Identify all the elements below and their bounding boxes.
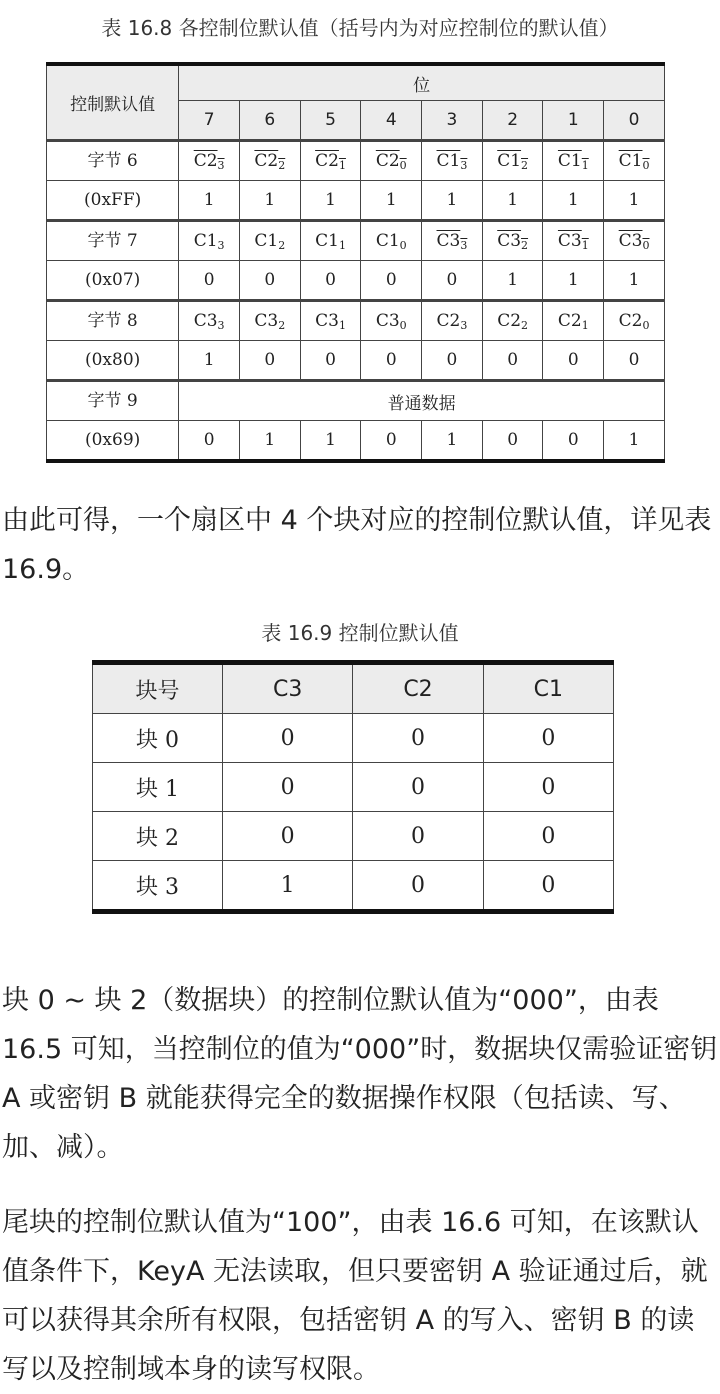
bit-subscript: 1 [581, 239, 589, 252]
bit-subscript: 3 [217, 159, 225, 172]
table-row [93, 714, 614, 763]
bit-value: 0 [482, 421, 543, 462]
bit-subscript: 2 [521, 159, 529, 172]
control-value: 0 [223, 763, 353, 812]
bit-base: C3 [436, 231, 461, 251]
bit-subscript: 2 [278, 319, 286, 332]
bit-value: 1 [604, 261, 665, 301]
bit-symbol [376, 231, 407, 251]
bit-subscript: 3 [460, 319, 468, 332]
table-row [47, 381, 665, 421]
control-bit-label [179, 301, 240, 341]
bit-value: 0 [300, 341, 361, 381]
bit-subscript: 3 [460, 239, 468, 252]
bit-symbol [437, 151, 468, 171]
bit-value: 0 [239, 341, 300, 381]
bit-subscript: 1 [338, 239, 346, 252]
control-bit-label [422, 141, 483, 181]
table-row [93, 763, 614, 812]
control-bit-label [239, 141, 300, 181]
bit-number-2: 2 [482, 101, 543, 141]
control-bit-label [543, 141, 604, 181]
bit-subscript: 1 [581, 159, 589, 172]
bit-subscript: 0 [642, 239, 650, 252]
byte-hex: (0x80) [47, 341, 179, 381]
control-bit-label [300, 141, 361, 181]
bit-value: 1 [604, 181, 665, 221]
bit-base: C1 [254, 231, 279, 251]
bit-value: 0 [543, 341, 604, 381]
bit-base: C2 [254, 151, 279, 171]
bit-symbol [497, 151, 528, 171]
bit-value: 0 [422, 261, 483, 301]
control-value: 0 [223, 714, 353, 763]
bit-number-5: 5 [300, 101, 361, 141]
merged-label: 普通数据 [179, 381, 665, 421]
bit-base: C2 [497, 311, 522, 331]
table-16-9 [92, 660, 614, 914]
bit-number-0: 0 [604, 101, 665, 141]
bit-symbol [437, 231, 468, 251]
control-value: 0 [483, 812, 613, 861]
bit-subscript: 0 [399, 319, 407, 332]
bit-symbol [619, 231, 650, 251]
byte-name: 字节 7 [47, 221, 179, 261]
bit-subscript: 0 [399, 159, 407, 172]
bit-symbol [558, 231, 589, 251]
bit-value: 0 [482, 341, 543, 381]
bit-base: C2 [193, 151, 218, 171]
table-row [47, 221, 665, 261]
control-bit-label [482, 221, 543, 261]
control-bit-label [604, 221, 665, 261]
bit-symbol [254, 151, 285, 171]
bit-base: C3 [557, 231, 582, 251]
byte-name: 字节 8 [47, 301, 179, 341]
paragraph-1: 由此可得，一个扇区中 4 个块对应的控制位默认值，详见表 16.9。 [2, 505, 712, 585]
bit-base: C3 [497, 231, 522, 251]
bit-value: 0 [179, 261, 240, 301]
bit-value: 1 [361, 181, 422, 221]
table-row [47, 421, 665, 462]
bit-subscript: 3 [217, 319, 225, 332]
bit-value: 1 [482, 261, 543, 301]
control-bit-label [179, 221, 240, 261]
bit-base: C3 [193, 311, 218, 331]
bit-symbol [376, 311, 407, 331]
control-value: 0 [483, 714, 613, 763]
bit-value: 1 [482, 181, 543, 221]
byte-name: 字节 6 [47, 141, 179, 181]
bit-symbol [376, 151, 407, 171]
control-value: 0 [353, 763, 483, 812]
bit-base: C1 [315, 231, 339, 251]
control-value: 0 [483, 861, 613, 912]
bit-subscript: 3 [460, 159, 468, 172]
control-bit-label [239, 221, 300, 261]
column-header: C1 [483, 663, 613, 714]
bit-symbol [194, 311, 225, 331]
byte-name: 字节 9 [47, 381, 179, 421]
bit-symbol [497, 311, 528, 331]
control-bit-label [361, 141, 422, 181]
control-bit-label [422, 301, 483, 341]
bit-symbol [194, 151, 225, 171]
table-16-8 [46, 62, 665, 463]
bit-base: C1 [193, 231, 218, 251]
control-bit-label [482, 141, 543, 181]
bit-base: C2 [618, 311, 643, 331]
bit-value: 0 [422, 341, 483, 381]
control-value: 0 [353, 812, 483, 861]
control-bit-label [482, 301, 543, 341]
bit-subscript: 0 [642, 319, 650, 332]
control-value: 0 [223, 812, 353, 861]
bit-value: 1 [239, 181, 300, 221]
control-bit-label [543, 221, 604, 261]
bit-value: 1 [422, 421, 483, 462]
bit-value: 0 [300, 261, 361, 301]
bit-base: C3 [375, 311, 400, 331]
bit-symbol [254, 311, 285, 331]
bit-base: C2 [557, 311, 582, 331]
control-value: 0 [353, 714, 483, 763]
block-name: 块 3 [93, 861, 223, 912]
table-row [47, 261, 665, 301]
bit-symbol [558, 311, 589, 331]
bit-base: C2 [375, 151, 400, 171]
bit-symbol [315, 231, 346, 251]
control-bit-label [239, 301, 300, 341]
bit-subscript: 2 [278, 159, 286, 172]
bit-base: C1 [557, 151, 582, 171]
table-row [93, 861, 614, 912]
block-name: 块 0 [93, 714, 223, 763]
bit-symbol [558, 151, 589, 171]
bit-subscript: 3 [217, 239, 225, 252]
bit-subscript: 1 [581, 319, 589, 332]
table-row [47, 141, 665, 181]
control-bit-label [361, 301, 422, 341]
corner-header: 控制默认值 [47, 64, 179, 141]
bit-value: 1 [543, 261, 604, 301]
bit-value: 0 [604, 341, 665, 381]
bit-symbol [254, 231, 285, 251]
bit-value: 0 [361, 341, 422, 381]
table-16-9-caption: 表 16.9 控制位默认值 [261, 621, 459, 645]
control-value: 1 [223, 861, 353, 912]
bit-number-7: 7 [179, 101, 240, 141]
bit-subscript: 0 [399, 239, 407, 252]
control-bit-label [361, 221, 422, 261]
bit-value: 0 [543, 421, 604, 462]
column-header: C2 [353, 663, 483, 714]
bit-base: C3 [254, 311, 279, 331]
bit-number-6: 6 [239, 101, 300, 141]
bit-number-1: 1 [543, 101, 604, 141]
bit-subscript: 1 [338, 159, 346, 172]
paragraph-3: 尾块的控制位默认值为“100”，由表 16.6 可知，在该默认值条件下，KeyA 无法读取，但只要密钥 A 验证通过后，就可以获得其余所有权限，包括密钥 A 的写入、密钥 B 的读写以及控制域本身的读写权限。 [2, 1207, 708, 1385]
control-bit-label [179, 141, 240, 181]
block-name: 块 1 [93, 763, 223, 812]
bit-symbol [619, 311, 650, 331]
bit-number-4: 4 [361, 101, 422, 141]
bit-value: 1 [239, 421, 300, 462]
table-row [93, 812, 614, 861]
control-value: 0 [353, 861, 483, 912]
bit-base: C2 [315, 151, 339, 171]
bit-subscript: 2 [278, 239, 286, 252]
control-bit-label [604, 301, 665, 341]
paragraph-2: 块 0 ~ 块 2（数据块）的控制位默认值为“000”，由表 16.5 可知，当控制位的值为“000”时，数据块仅需验证密钥 A 或密钥 B 就能获得完全的数据操作权限（包括读、写、加、减）。 [2, 985, 718, 1163]
bit-base: C3 [618, 231, 643, 251]
byte-hex: (0x07) [47, 261, 179, 301]
bit-subscript: 2 [521, 239, 529, 252]
bit-symbol [497, 231, 528, 251]
byte-hex: (0x69) [47, 421, 179, 462]
bit-base: C2 [436, 311, 461, 331]
control-bit-label [300, 221, 361, 261]
bit-subscript: 0 [642, 159, 650, 172]
bit-header: 位 [179, 64, 665, 101]
bit-symbol [619, 151, 650, 171]
bit-value: 0 [361, 421, 422, 462]
table-row [47, 341, 665, 381]
bit-base: C1 [375, 231, 400, 251]
bit-symbol [437, 311, 468, 331]
bit-base: C1 [436, 151, 461, 171]
table-row [47, 301, 665, 341]
bit-value: 1 [179, 341, 240, 381]
control-value: 0 [483, 763, 613, 812]
bit-value: 0 [179, 421, 240, 462]
control-bit-label [543, 301, 604, 341]
bit-value: 1 [179, 181, 240, 221]
bit-symbol [315, 151, 346, 171]
bit-value: 0 [361, 261, 422, 301]
table-16-8-caption: 表 16.8 各控制位默认值（括号内为对应控制位的默认值） [101, 16, 619, 40]
bit-base: C1 [497, 151, 522, 171]
bit-symbol [315, 311, 346, 331]
column-header: C3 [223, 663, 353, 714]
bit-base: C1 [618, 151, 643, 171]
bit-value: 1 [300, 181, 361, 221]
bit-subscript: 2 [521, 319, 529, 332]
bit-value: 1 [300, 421, 361, 462]
bit-base: C3 [315, 311, 339, 331]
bit-subscript: 1 [338, 319, 346, 332]
bit-number-3: 3 [422, 101, 483, 141]
control-bit-label [300, 301, 361, 341]
bit-symbol [194, 231, 225, 251]
table-row [47, 181, 665, 221]
control-bit-label [604, 141, 665, 181]
bit-value: 1 [604, 421, 665, 462]
byte-hex: (0xFF) [47, 181, 179, 221]
control-bit-label [422, 221, 483, 261]
block-name: 块 2 [93, 812, 223, 861]
bit-value: 0 [239, 261, 300, 301]
bit-value: 1 [422, 181, 483, 221]
bit-value: 1 [543, 181, 604, 221]
column-header: 块号 [93, 663, 223, 714]
